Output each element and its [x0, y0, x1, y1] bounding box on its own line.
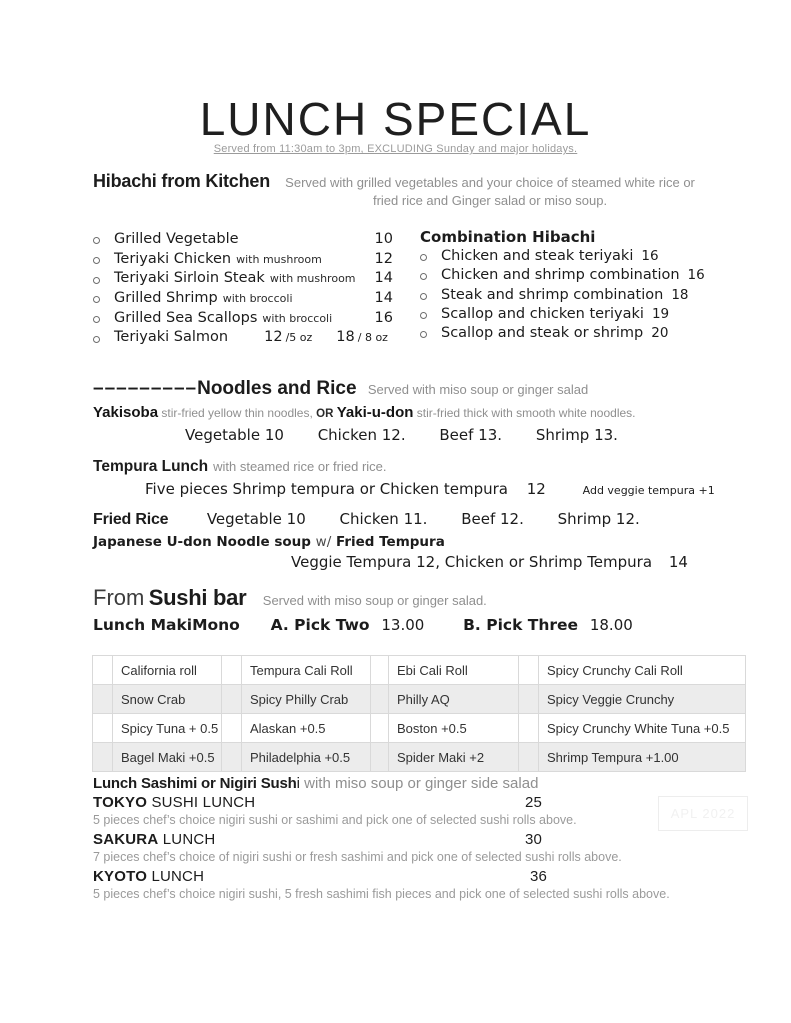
spacer-cell	[371, 656, 389, 685]
tokyo-lunch-line	[93, 794, 653, 811]
makimono-option-b: B. Pick Three	[463, 616, 579, 634]
item-price-small: 12	[264, 329, 283, 346]
item-note: with broccoli	[262, 311, 333, 325]
option-vegetable: Vegetable 10	[206, 510, 306, 528]
section-hibachi-header	[93, 171, 713, 210]
makimono-line	[93, 616, 633, 634]
spacer-cell	[519, 714, 539, 743]
roll-cell: Shrimp Tempura +1.00	[539, 743, 746, 772]
spacer-cell	[222, 656, 242, 685]
makimono-price-b: 18.00	[589, 616, 633, 634]
tempura-heading-line	[93, 458, 387, 476]
circle-bullet-icon	[93, 277, 100, 284]
roll-cell: Snow Crab	[113, 685, 222, 714]
roll-cell: Boston +0.5	[389, 714, 519, 743]
item-price-large: 18	[336, 329, 355, 346]
circle-bullet-icon	[420, 254, 427, 261]
yakiudon-name: Yaki-u-don	[336, 404, 414, 421]
spacer-cell	[93, 714, 113, 743]
tempura-item: Five pieces Shrimp tempura or Chicken tempura	[145, 480, 508, 498]
item-name: Teriyaki Sirloin Steak	[114, 270, 265, 287]
table-row	[93, 685, 746, 714]
entry-name-rest: LUNCH	[158, 831, 216, 848]
date-stamp-watermark: APL 2022	[658, 796, 748, 831]
tokyo-lunch-desc: 5 pieces chef’s choice nigiri sushi or sashimi and pick one of selected sushi rolls above.	[93, 813, 577, 827]
spacer-cell	[371, 714, 389, 743]
sashimi-heading-tail: i	[296, 775, 300, 792]
item-price-unit: / 8 oz	[357, 331, 388, 345]
item-name: Grilled Sea Scallops	[114, 309, 258, 326]
dashes-decoration: –––––––––	[93, 378, 198, 399]
list-item	[93, 310, 393, 330]
spacer-cell	[222, 685, 242, 714]
item-note: with broccoli	[222, 292, 293, 306]
spacer-cell	[519, 685, 539, 714]
sushi-description: Served with miso soup or ginger salad.	[262, 593, 487, 608]
circle-bullet-icon	[93, 336, 100, 343]
item-name: Chicken and steak teriyaki	[441, 248, 634, 264]
spacer-cell	[222, 743, 242, 772]
entry-name-rest: SUSHI LUNCH	[147, 794, 256, 811]
list-item	[420, 248, 740, 267]
spacer-cell	[93, 685, 113, 714]
roll-cell: California roll	[113, 656, 222, 685]
combination-hibachi-list	[420, 228, 740, 344]
item-name: Scallop and steak or shrimp	[441, 325, 644, 342]
entry-price: 36	[530, 868, 548, 885]
option-vegetable: Vegetable 10	[185, 426, 284, 444]
item-price-unit: /5 oz	[285, 331, 313, 345]
sashimi-description: with miso soup or ginger side salad	[299, 775, 539, 792]
sashimi-heading: Lunch Sashimi or Nigiri Sush	[93, 775, 297, 792]
roll-cell: Philadelphia +0.5	[242, 743, 371, 772]
spacer-cell	[93, 743, 113, 772]
udon-heading-line	[93, 534, 445, 550]
item-price: 14	[374, 290, 393, 307]
roll-cell: Spicy Crunchy White Tuna +0.5	[539, 714, 746, 743]
list-item	[93, 231, 393, 251]
item-name: Teriyaki Chicken	[114, 250, 232, 267]
item-price: 19	[651, 305, 670, 322]
list-item	[420, 287, 740, 306]
combination-heading: Combination Hibachi	[420, 228, 596, 246]
roll-cell: Bagel Maki +0.5	[113, 743, 222, 772]
circle-bullet-icon	[93, 257, 100, 264]
spacer-cell	[371, 685, 389, 714]
noodles-description: Served with miso soup or ginger salad	[367, 382, 589, 397]
list-item	[420, 267, 740, 286]
item-price: 16	[641, 248, 659, 264]
udon-heading-2: Fried Tempura	[335, 534, 445, 550]
entry-name-rest: LUNCH	[147, 868, 205, 885]
circle-bullet-icon	[93, 296, 100, 303]
sushi-heading: Sushi bar	[148, 585, 247, 610]
tempura-item-line	[145, 480, 715, 498]
option-shrimp: Shrimp 12.	[557, 510, 640, 528]
item-price: 12	[374, 250, 393, 267]
sushi-from: From	[93, 585, 145, 610]
section-sushi-header	[93, 585, 487, 611]
roll-cell: Alaskan +0.5	[242, 714, 371, 743]
roll-cell: Philly AQ	[389, 685, 519, 714]
udon-with: w/	[315, 534, 332, 550]
sakura-lunch-desc: 7 pieces chef’s choice of nigiri sushi or fresh sashimi and pick one of selected sushi rolls above.	[93, 850, 622, 864]
entry-price: 25	[525, 794, 543, 811]
list-item	[93, 251, 393, 271]
item-name: Grilled Vegetable	[114, 231, 239, 247]
udon-item-line	[291, 553, 688, 571]
page-subtitle: Served from 11:30am to 3pm, EXCLUDING Sunday and major holidays.	[213, 143, 578, 155]
option-chicken: Chicken 11.	[339, 510, 428, 528]
item-note: with mushroom	[269, 272, 356, 286]
item-name: Chicken and shrimp combination	[441, 267, 680, 284]
roll-cell: Spicy Philly Crab	[242, 685, 371, 714]
noodle-price-options	[185, 426, 647, 444]
circle-bullet-icon	[93, 237, 100, 244]
circle-bullet-icon	[420, 293, 427, 300]
roll-cell: Spicy Veggie Crunchy	[539, 685, 746, 714]
circle-bullet-icon	[420, 273, 427, 280]
yakiudon-desc: stir-fried thick with smooth white noodles.	[416, 406, 636, 420]
entry-name-bold: TOKYO	[93, 794, 148, 811]
spacer-cell	[519, 743, 539, 772]
circle-bullet-icon	[93, 316, 100, 323]
page-title: LUNCH SPECIAL	[199, 93, 592, 145]
entry-name-bold: KYOTO	[93, 868, 148, 885]
item-price: 16	[687, 267, 705, 284]
tempura-heading: Tempura Lunch	[93, 458, 209, 475]
or-connector: OR	[316, 408, 334, 420]
hibachi-item-list	[93, 231, 393, 349]
item-note: with mushroom	[236, 252, 322, 266]
kyoto-lunch-desc: 5 pieces chef’s choice nigiri sushi, 5 fresh sashimi fish pieces and pick one of selected sushi rolls above.	[93, 887, 670, 901]
entry-name-bold: SAKURA	[93, 831, 159, 848]
sushi-rolls-table	[92, 655, 746, 772]
tempura-description: with steamed rice or fried rice.	[213, 459, 387, 474]
hibachi-heading: Hibachi from Kitchen	[93, 171, 271, 191]
roll-cell: Spicy Crunchy Cali Roll	[539, 656, 746, 685]
udon-heading: Japanese U-don Noodle soup	[93, 534, 311, 550]
option-chicken: Chicken 12.	[317, 426, 406, 444]
table-row	[93, 743, 746, 772]
item-price: 14	[374, 270, 393, 287]
spacer-cell	[519, 656, 539, 685]
list-item	[420, 325, 740, 344]
sashimi-heading-line	[93, 775, 538, 792]
makimono-price-a: 13.00	[381, 616, 425, 634]
item-name: Steak and shrimp combination	[441, 286, 664, 303]
yakisoba-desc: stir-fried yellow thin noodles,	[161, 406, 313, 420]
circle-bullet-icon	[420, 312, 427, 319]
table-row	[93, 656, 746, 685]
item-name: Scallop and chicken teriyaki	[441, 305, 644, 322]
roll-cell: Tempura Cali Roll	[242, 656, 371, 685]
makimono-label: Lunch MakiMono	[93, 616, 240, 634]
yakisoba-line	[93, 404, 743, 421]
list-item	[93, 329, 393, 349]
roll-cell: Ebi Cali Roll	[389, 656, 519, 685]
noodles-heading: Noodles and Rice	[197, 378, 357, 399]
tempura-addon: Add veggie tempura +1	[582, 484, 715, 497]
hibachi-description: Served with grilled vegetables and your choice of steamed white rice or fried rice and Ginger salad or miso soup.	[285, 175, 695, 208]
item-name: Teriyaki Salmon	[114, 329, 229, 346]
item-price: 16	[374, 309, 393, 326]
item-name: Grilled Shrimp	[114, 290, 218, 307]
table-row	[93, 714, 746, 743]
kyoto-lunch-line	[93, 868, 653, 885]
circle-bullet-icon	[420, 331, 427, 338]
option-beef: Beef 13.	[439, 426, 503, 444]
sakura-lunch-line	[93, 831, 653, 848]
fried-rice-options	[207, 510, 669, 528]
section-noodles-header	[93, 378, 588, 400]
item-price: 18	[671, 286, 689, 303]
option-beef: Beef 12.	[461, 510, 524, 528]
tempura-price: 12	[526, 480, 546, 498]
roll-cell: Spicy Tuna + 0.5	[113, 714, 222, 743]
yakisoba-name: Yakisoba	[93, 404, 159, 421]
option-shrimp: Shrimp 13.	[535, 426, 618, 444]
spacer-cell	[371, 743, 389, 772]
item-price: 20	[651, 325, 669, 342]
udon-item: Veggie Tempura 12, Chicken or Shrimp Tempura	[291, 553, 653, 571]
udon-price: 14	[668, 553, 688, 571]
list-item	[420, 306, 740, 325]
roll-cell: Spider Maki +2	[389, 743, 519, 772]
makimono-option-a: A. Pick Two	[270, 616, 370, 634]
fried-rice-line	[93, 510, 669, 529]
entry-price: 30	[525, 831, 543, 848]
item-price: 10	[374, 231, 393, 247]
spacer-cell	[93, 656, 113, 685]
fried-rice-heading: Fried Rice	[93, 511, 169, 528]
list-item	[93, 270, 393, 290]
list-item	[93, 290, 393, 310]
spacer-cell	[222, 714, 242, 743]
